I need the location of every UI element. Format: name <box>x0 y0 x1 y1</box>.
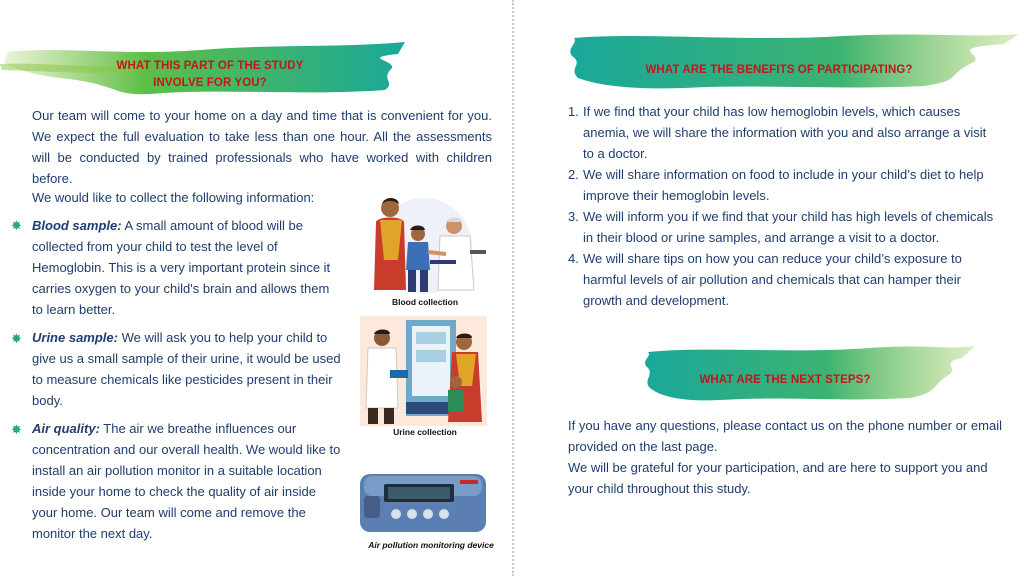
collect-line: We would like to collect the following information: <box>32 190 315 205</box>
list-text: We will share information on food to include in your child’s diet to help improve their hemoglobin levels. <box>583 167 984 203</box>
list-item <box>568 248 1000 311</box>
bullet-text: A small amount of blood will be collected from your child to test the level of Hemoglobin. This is a very important protein since it carries oxygen to your child's brain and allows them to learn better. <box>32 218 331 317</box>
bullet-urine-sample <box>32 327 342 411</box>
heading-line-2: INVOLVE FOR YOU? <box>153 77 267 89</box>
section-banner-next-steps <box>640 340 980 406</box>
list-number: 4. <box>568 251 579 266</box>
section-heading-next-steps: WHAT ARE THE NEXT STEPS? <box>699 374 871 386</box>
intro-paragraph: Our team will come to your home on a day and time that is convenient for you. We expect the full evaluation to take less than one hour. All the assessments will be conducted by trained professionals who have worked with children before. <box>32 108 492 186</box>
bullet-text: We will ask you to help your child to give us a small sample of their urine, it would be used to measure chemicals like pesticides present in their body. <box>32 330 341 408</box>
right-page <box>512 0 1024 576</box>
next-steps-paragraph-1: If you have any questions, please contact us on the phone number or email provided on the last page. <box>568 418 1002 454</box>
bullet-star-icon: ✸ <box>11 331 22 346</box>
brush-stroke-graphic <box>564 28 1024 94</box>
bullet-air-quality <box>32 418 342 544</box>
list-item <box>568 164 1000 206</box>
caption-air-device: Air pollution monitoring device <box>368 540 494 550</box>
blood-collection-illustration <box>358 190 490 298</box>
next-steps-paragraph-2: We will be grateful for your participation, and are here to support you and your child throughout this study. <box>568 460 988 496</box>
bullet-blood-sample <box>32 215 342 320</box>
list-text: We will inform you if we find that your child has high levels of chemicals in their blood or urine samples, and arrange a visit to a doctor. <box>583 209 994 245</box>
air-pollution-device-image <box>356 466 490 538</box>
list-number: 3. <box>568 209 579 224</box>
bullet-star-icon: ✸ <box>11 422 22 437</box>
list-number: 2. <box>568 167 579 182</box>
section-heading-benefits: WHAT ARE THE BENEFITS OF PARTICIPATING? <box>645 64 913 76</box>
list-item <box>568 206 1000 248</box>
benefits-list <box>568 101 1000 311</box>
caption-blood-collection: Blood collection <box>391 297 459 307</box>
section-banner-study <box>0 38 420 98</box>
caption-urine-collection: Urine collection <box>393 427 457 437</box>
section-banner-benefits <box>564 28 1024 94</box>
bullet-title: Blood sample: <box>32 218 122 233</box>
bullet-text: The air we breathe influences our concentration and our overall health. We would like to install an air pollution monitor in a suitable location inside your home to check the quality of air inside your home. Our team will come and remove the monitor the next day. <box>32 421 341 541</box>
list-text: If we find that your child has low hemoglobin levels, which causes anemia, we will share the information with you and also arrange a visit to a doctor. <box>583 104 987 161</box>
heading-line-1: WHAT THIS PART OF THE STUDY <box>116 60 304 72</box>
bullet-title: Air quality: <box>32 421 100 436</box>
list-text: We will share tips on how you can reduce your child’s exposure to harmful levels of air pollution and chemicals that can hamper their growth and development. <box>583 251 962 308</box>
bullet-title: Urine sample: <box>32 330 118 345</box>
urine-collection-illustration <box>360 316 487 426</box>
section-heading-study <box>70 58 350 92</box>
list-item <box>568 101 1000 164</box>
list-number: 1. <box>568 104 579 119</box>
bullet-star-icon: ✸ <box>11 218 22 233</box>
